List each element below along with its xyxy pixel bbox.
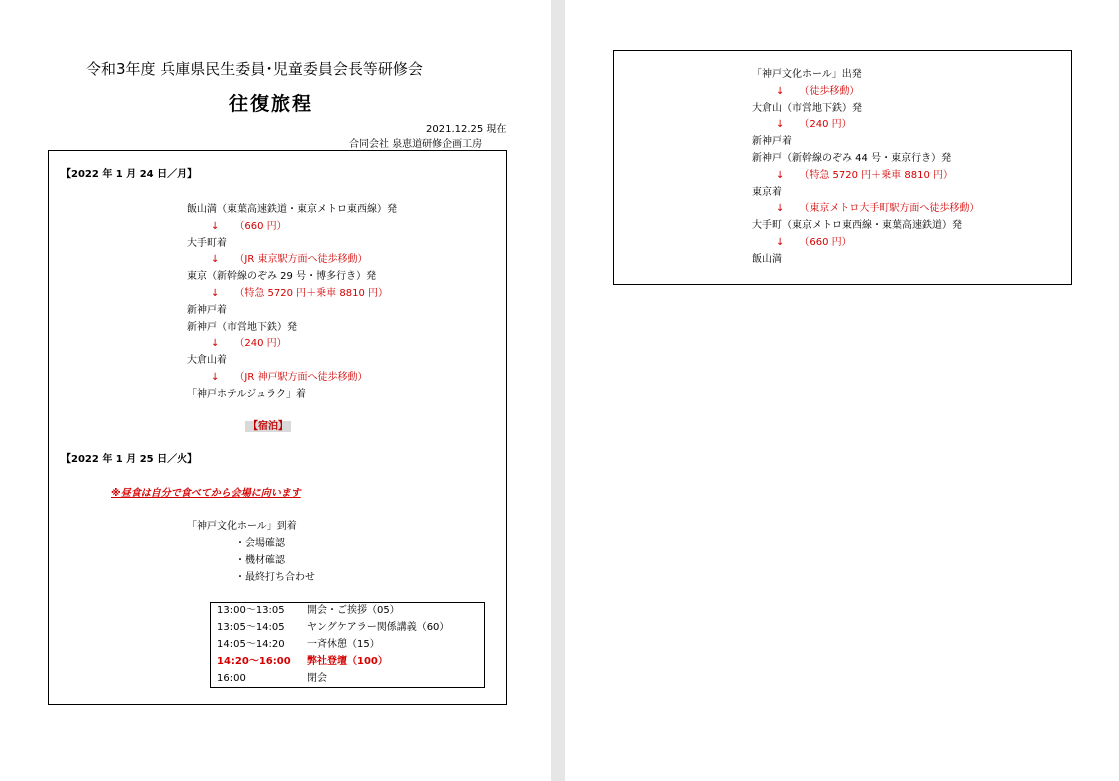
route-stop: 大倉山着 [187,355,227,367]
document-subtitle: 往復旅程 [229,93,314,115]
schedule-row [217,604,480,618]
date-status: 2021.12.25 現在 [426,124,507,135]
document-page-2 [565,0,1119,781]
route-arrow-fare: ↓ （特急 5720 円＋乗車 8810 円） [776,169,953,181]
schedule-time: 14:05～14:20 [217,639,285,650]
route-stop: 新神戸（新幹線のぞみ 44 号・東京行き）発 [752,153,952,164]
schedule-time: 16:00 [217,673,246,684]
task-item: ・会場確認 [235,538,285,549]
schedule-time: 13:05～14:05 [217,622,285,633]
schedule-time: 13:00～13:05 [217,605,285,616]
day2-heading: 【2022 年 1 月 25 日／火】 [61,454,198,465]
schedule-row [217,638,480,652]
day1-heading: 【2022 年 1 月 24 日／月】 [61,169,198,180]
route-arrow-fare: ↓ （660 円） [776,237,852,248]
route-arrow-fare: ↓ （特急 5720 円＋乗車 8810 円） [211,288,388,299]
document-page-1 [0,0,551,781]
route-stop: 新神戸着 [187,304,227,316]
schedule-desc: 一斉休憩（15） [307,639,380,650]
lunch-note: ※昼食は自分で食べてから会場に向います [111,488,301,499]
route-arrow-fare: ↓ （660 円） [211,220,287,232]
route-stop: 大手町（東京メトロ東西線・東葉高速鉄道）発 [752,220,962,232]
schedule-row-highlight [217,655,480,669]
schedule-desc: 開会・ご挨拶（05） [307,605,400,616]
route-stop: 新神戸（市営地下鉄）発 [187,321,297,333]
route-arrow-fare: ↓ （240 円） [776,119,852,131]
route-stop: 「神戸文化ホール」出発 [752,69,862,80]
schedule-time: 14:20～16:00 [217,656,291,667]
route-stop: 「神戸ホテルジュラク」着 [187,388,307,400]
stay-label-wrap [245,421,291,433]
route-arrow-fare: ↓ （JR 神戸駅方面へ徒歩移動） [211,372,368,383]
route-arrow-fare: ↓ （JR 東京駅方面へ徒歩移動） [211,254,368,266]
schedule-table [210,602,485,688]
route-stop: 飯山満（東葉高速鉄道・東京メトロ東西線）発 [187,204,397,215]
task-item: ・機材確認 [235,555,285,566]
return-frame [613,50,1072,285]
schedule-desc: 弊社登壇（100） [307,656,388,667]
schedule-row [217,672,480,686]
task-item: ・最終打ち合わせ [235,572,315,583]
route-stop: 飯山満 [752,253,782,265]
route-stop: 大倉山（市営地下鉄）発 [752,102,862,114]
company-name: 合同会社 泉恵道研修企画工房 [349,139,483,150]
schedule-row [217,621,480,635]
route-stop: 新神戸着 [752,136,792,148]
itinerary-frame [48,150,507,705]
schedule-desc: 閉会 [307,673,327,684]
document-title: 令和3年度 兵庫県民生委員･児童委員会長等研修会 [86,60,423,78]
arrival-line: 「神戸文化ホール」到着 [187,521,297,532]
schedule-desc: ヤングケアラー関係講義（60） [307,622,450,633]
route-arrow-fare: ↓ （240 円） [211,338,287,350]
route-stop: 東京着 [752,186,782,198]
route-arrow-fare: ↓ （東京メトロ大手町駅方面へ徒歩移動） [776,203,980,215]
route-arrow-fare: ↓ （徒歩移動） [776,85,860,97]
route-stop: 大手町着 [187,237,227,249]
stay-label: 【宿泊】 [245,421,291,432]
route-stop: 東京（新幹線のぞみ 29 号・博多行き）発 [187,271,377,283]
